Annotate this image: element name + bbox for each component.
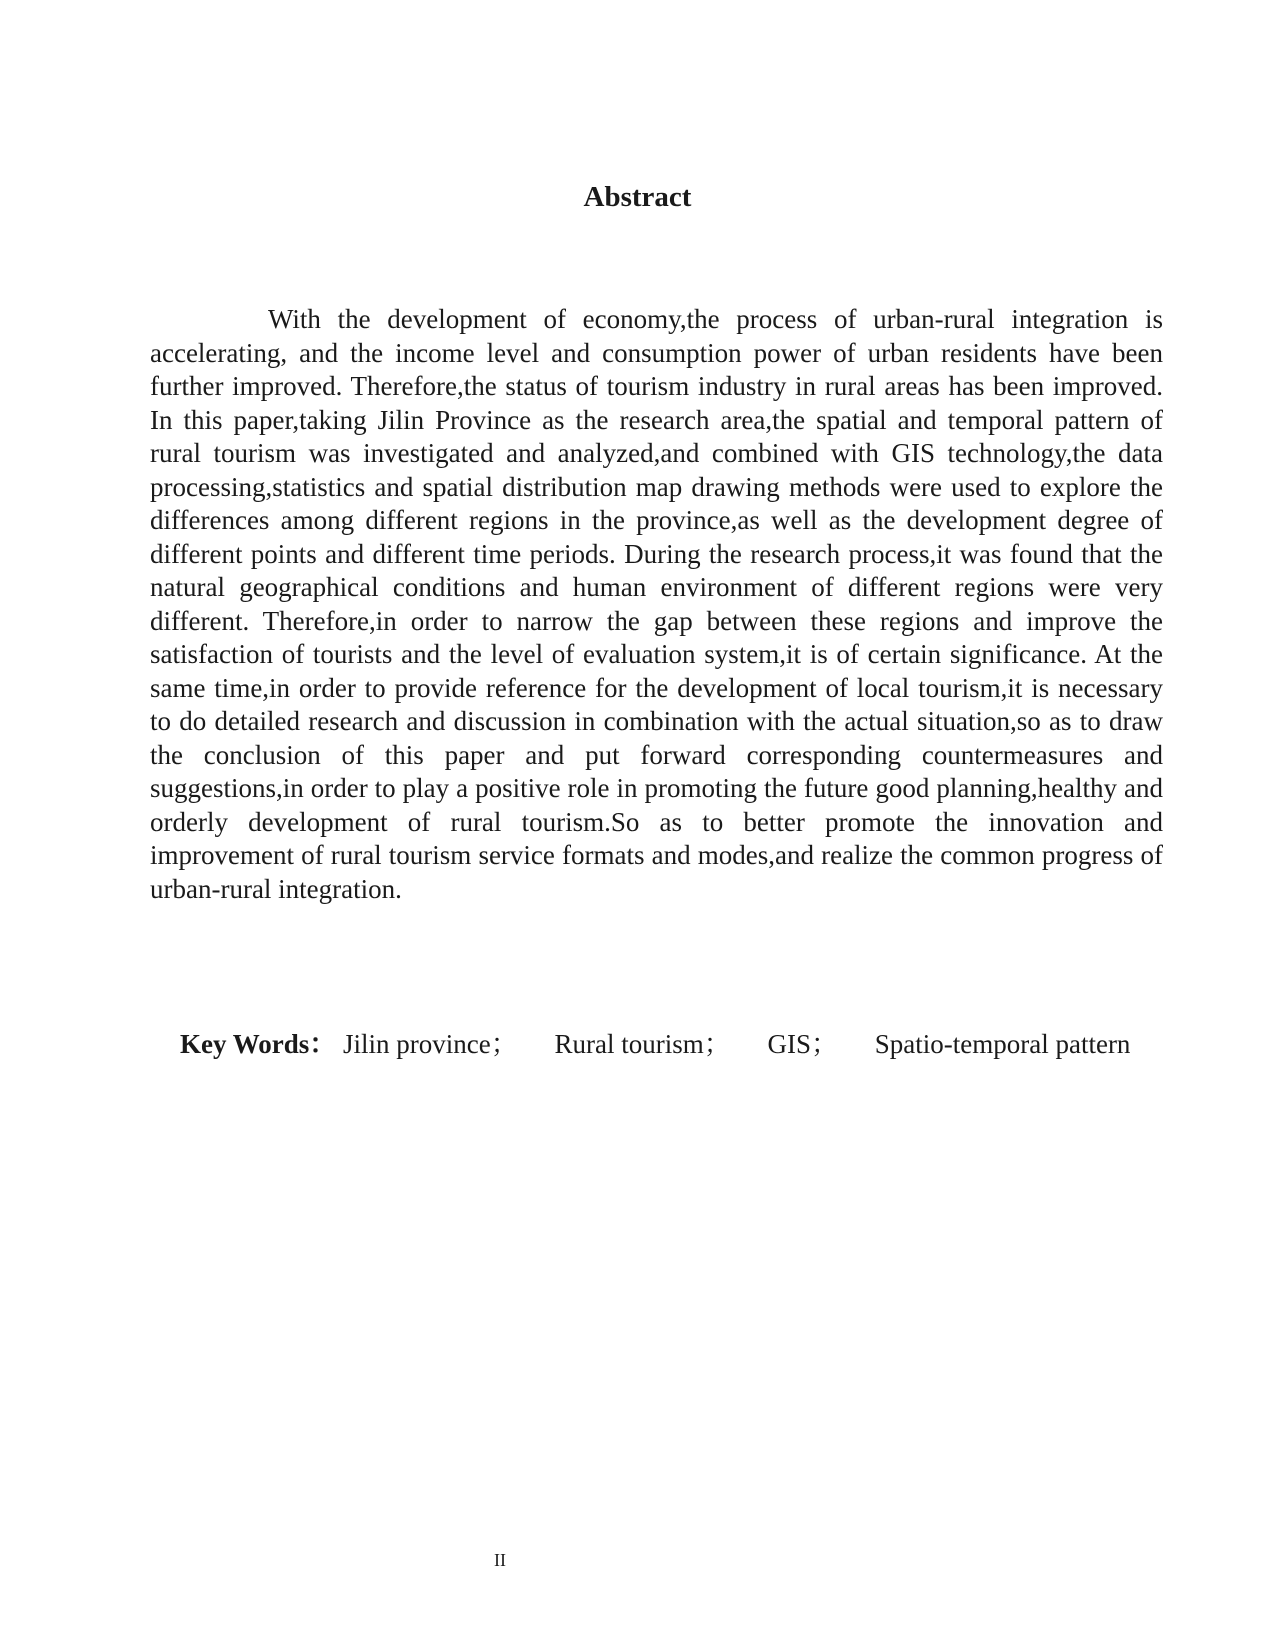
keyword-item: Spatio-temporal pattern	[874, 1029, 1131, 1059]
abstract-title: Abstract	[583, 181, 692, 213]
keyword-item: Rural tourism	[554, 1029, 704, 1059]
keywords-label: Key Words：	[180, 1029, 337, 1059]
page-number: II	[494, 1550, 506, 1570]
keyword-separator: ；	[490, 1029, 518, 1059]
keyword-item: Jilin province	[343, 1029, 491, 1059]
keyword-item: GIS	[767, 1029, 812, 1059]
abstract-body: With the development of economy,the process of urban-rural integration is accelerating, and the income level and consumption power of urban residents have been further improved. Therefore,the status of tourism industry in rural areas has been improved. In this paper,taking Jilin Province as the research area,the spatial and temporal pattern of rural tourism was investigated and analyzed,and combined with GIS technology,the data processing,statistics and spatial distribution map drawing methods were used to explore the differences among different regions in the province,as well as the development degree of different points and different time periods. During the research process,it was found that the natural geographical conditions and human environment of different regions were very different. Therefore,in order to narrow the gap between these regions and improve the satisfaction of tourists and the level of evaluation system,it is of certain significance. At the same time,in order to provide reference for the development of local tourism,it is necessary to do detailed research and discussion in combination with the actual situation,so as to draw the conclusion of this paper and put forward corresponding countermeasures and suggestions,in order to play a positive role in promoting the future good planning,healthy and orderly development of rural tourism.So as to better promote the innovation and improvement of rural tourism service formats and modes,and realize the common progress of urban-rural integration.	[150, 304, 1163, 904]
keywords-line	[150, 1003, 1163, 1085]
keyword-separator: ；	[703, 1029, 731, 1059]
keyword-separator: ；	[811, 1029, 839, 1059]
